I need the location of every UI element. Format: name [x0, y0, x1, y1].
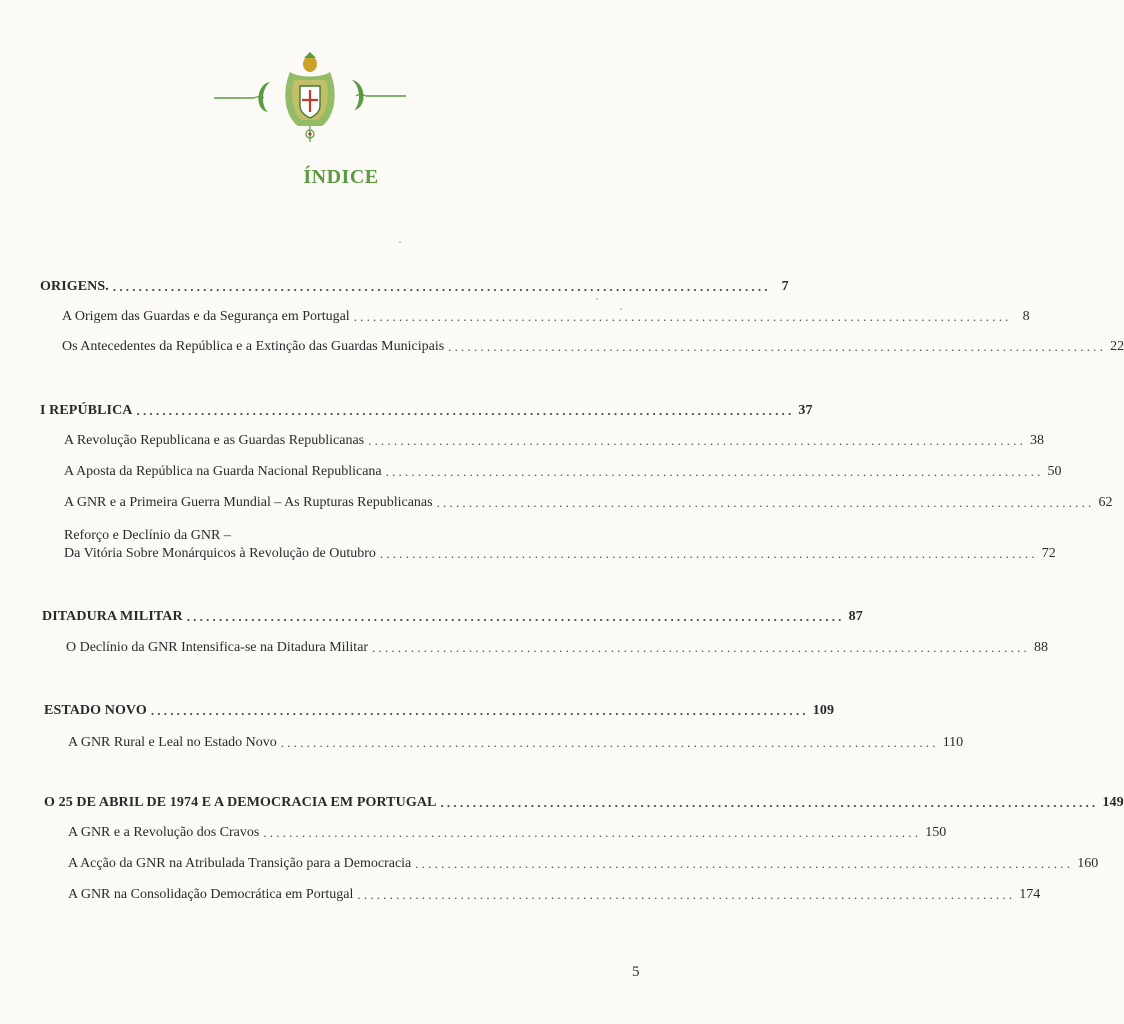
toc-item-label: A GNR Rural e Leal no Estado Novo [68, 735, 277, 750]
toc-item [64, 545, 1056, 563]
toc-item [64, 463, 1062, 481]
toc-page-number: 110 [942, 735, 964, 750]
toc-item [64, 432, 1045, 450]
toc-item [62, 338, 1124, 356]
toc-item-label: Da Vitória Sobre Monárquicos à Revolução de Outubro [64, 546, 376, 561]
toc-page-number: 87 [848, 609, 863, 624]
gnr-coat-of-arms-icon [212, 50, 408, 145]
toc-item [68, 824, 947, 842]
toc-item-label: O Declínio da GNR Intensifica-se na Ditadura Militar [66, 640, 369, 655]
toc-page-number: 22 [1110, 339, 1124, 354]
toc-item [62, 308, 1030, 326]
toc-page-number: 160 [1077, 856, 1099, 871]
leader-dots: ...................................................................................................... [448, 339, 1107, 354]
toc-page-number: 149 [1102, 795, 1124, 810]
leader-dots: ...................................................................................................... [263, 825, 922, 840]
toc-item-label: A GNR e a Primeira Guerra Mundial – As Rupturas Republicanas [64, 495, 433, 510]
leader-dots: ...................................................................................................... [415, 856, 1074, 871]
leader-dots: ...................................................................................................... [186, 609, 845, 624]
toc-section-origens [40, 278, 789, 296]
toc-item [66, 639, 1048, 657]
toc-page-number: 38 [1030, 433, 1045, 448]
leader-dots: ...................................................................................................... [379, 546, 1038, 561]
toc-page-number: 88 [1033, 640, 1048, 655]
toc-section-label: ORIGENS. [40, 279, 109, 294]
leader-dots: ...................................................................................................... [436, 495, 1095, 510]
leader-dots: ...................................................................................................... [112, 279, 771, 294]
toc-section-label: I REPÚBLICA [40, 403, 133, 418]
toc-section-ditadura [42, 608, 863, 626]
toc-page-number: 109 [812, 703, 835, 718]
toc-page-number: 150 [925, 825, 947, 840]
toc-page-number: 72 [1041, 546, 1056, 561]
toc-page-number: 50 [1047, 464, 1062, 479]
toc-section-label: ESTADO NOVO [44, 703, 147, 718]
leader-dots: ...................................................................................................... [357, 887, 1016, 902]
toc-item-label: A Origem das Guardas e da Segurança em Portugal [62, 309, 350, 324]
toc-page-number: 62 [1098, 495, 1113, 510]
leader-dots: ...................................................................................................... [353, 309, 1012, 324]
toc-section-label: O 25 DE ABRIL DE 1974 E A DEMOCRACIA EM PORTUGAL [44, 795, 437, 810]
leader-dots: ...................................................................................................... [385, 464, 1044, 479]
page-title: ÍNDICE [303, 166, 379, 188]
toc-item [68, 734, 964, 752]
toc-item-label: A Revolução Republicana e as Guardas Republicanas [64, 433, 365, 448]
leader-dots: ...................................................................................................... [150, 703, 809, 718]
leader-dots: ...................................................................................................... [440, 795, 1099, 810]
toc-item-label-line1: Reforço e Declínio da GNR – [64, 528, 231, 543]
toc-item [68, 855, 1099, 873]
leader-dots: ...................................................................................................... [136, 403, 795, 418]
toc-item-label: A Acção da GNR na Atribulada Transição para a Democracia [68, 856, 412, 871]
toc-item-label: A Aposta da República na Guarda Nacional Republicana [64, 464, 382, 479]
toc-item-label: A GNR na Consolidação Democrática em Portugal [68, 887, 354, 902]
toc-section-label: DITADURA MILITAR [42, 609, 183, 624]
toc-page-number: 174 [1019, 887, 1041, 902]
toc-item-label: A GNR e a Revolução dos Cravos [68, 825, 260, 840]
toc-section-estado-novo [44, 702, 835, 720]
leader-dots: ...................................................................................................... [280, 735, 939, 750]
toc-section-republica [40, 402, 813, 420]
toc-item [68, 886, 1041, 904]
toc-page-number: 8 [1022, 309, 1030, 324]
toc-page-number: 37 [798, 403, 813, 418]
toc-section-25-abril [44, 794, 1124, 812]
leader-dots: ...................................................................................................... [372, 640, 1030, 655]
toc-item-label: Os Antecedentes da República e a Extinção das Guardas Municipais [62, 339, 445, 354]
leader-dots: ...................................................................................................... [368, 433, 1027, 448]
toc-item [64, 494, 1113, 512]
toc-page-number: 7 [781, 279, 789, 294]
page-number: 5 [632, 964, 640, 980]
